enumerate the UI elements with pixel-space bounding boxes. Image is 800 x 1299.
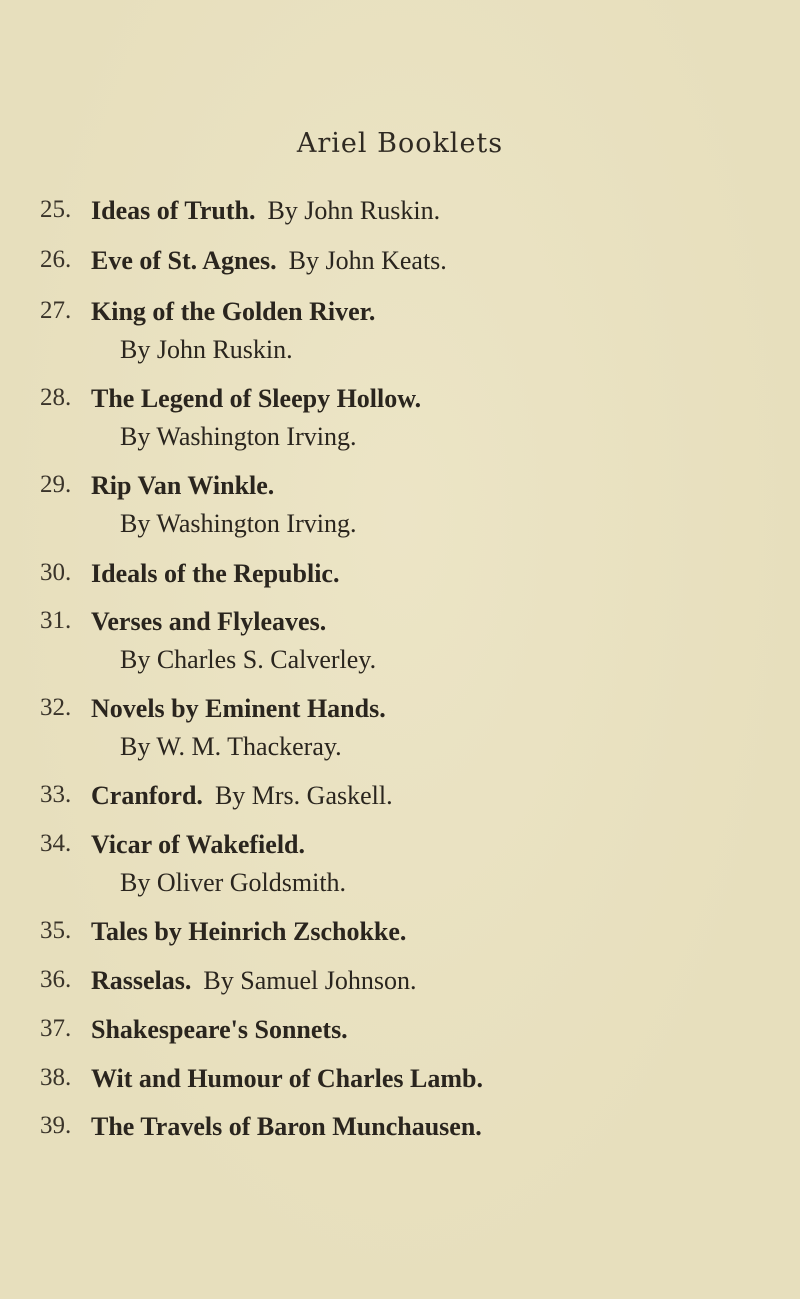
item-author: By W. M. Thackeray. bbox=[120, 732, 342, 761]
item-author: By Samuel Johnson. bbox=[203, 966, 417, 995]
item-number: 34. bbox=[40, 830, 72, 857]
item-title: Cranford. bbox=[91, 781, 203, 810]
item-title: Verses and Flyleaves. bbox=[91, 607, 327, 636]
item-author: By Oliver Goldsmith. bbox=[120, 868, 347, 897]
item-number: 25. bbox=[40, 196, 72, 223]
item-author: By John Ruskin. bbox=[267, 196, 441, 225]
item-number: 29. bbox=[40, 471, 72, 498]
item-title: Rasselas. bbox=[91, 966, 192, 995]
item-title: Ideals of the Republic. bbox=[91, 559, 340, 588]
item-title: Tales by Heinrich Zschokke. bbox=[91, 917, 407, 946]
item-author: By Mrs. Gaskell. bbox=[214, 781, 393, 810]
item-author: By Charles S. Calverley. bbox=[120, 645, 377, 674]
item-number: 33. bbox=[40, 781, 72, 808]
item-title: Vicar of Wakefield. bbox=[91, 830, 306, 859]
item-author: By John Keats. bbox=[288, 246, 447, 275]
item-title: Novels by Eminent Hands. bbox=[91, 694, 386, 723]
item-number: 27. bbox=[40, 297, 72, 324]
item-number: 35. bbox=[40, 917, 72, 944]
item-title: Shakespeare's Sonnets. bbox=[91, 1015, 348, 1044]
item-author: By Washington Irving. bbox=[120, 509, 357, 538]
item-title: Ideas of Truth. bbox=[91, 196, 256, 225]
item-number: 31. bbox=[40, 607, 72, 634]
item-title: King of the Golden River. bbox=[91, 297, 376, 326]
page-header: Ariel Booklets bbox=[296, 128, 504, 159]
item-title: Wit and Humour of Charles Lamb. bbox=[91, 1064, 483, 1093]
item-number: 38. bbox=[40, 1064, 72, 1091]
item-title: Eve of St. Agnes. bbox=[91, 246, 277, 275]
item-number: 26. bbox=[40, 246, 72, 273]
item-title: Rip Van Winkle. bbox=[91, 471, 275, 500]
item-number: 39. bbox=[40, 1112, 72, 1139]
item-author: By Washington Irving. bbox=[120, 422, 357, 451]
item-number: 28. bbox=[40, 384, 72, 411]
item-author: By John Ruskin. bbox=[120, 335, 293, 364]
item-number: 37. bbox=[40, 1015, 72, 1042]
item-title: The Legend of Sleepy Hollow. bbox=[91, 384, 422, 413]
item-number: 32. bbox=[40, 694, 72, 721]
item-number: 36. bbox=[40, 966, 72, 993]
item-title: The Travels of Baron Munchausen. bbox=[91, 1112, 482, 1141]
item-number: 30. bbox=[40, 559, 72, 586]
